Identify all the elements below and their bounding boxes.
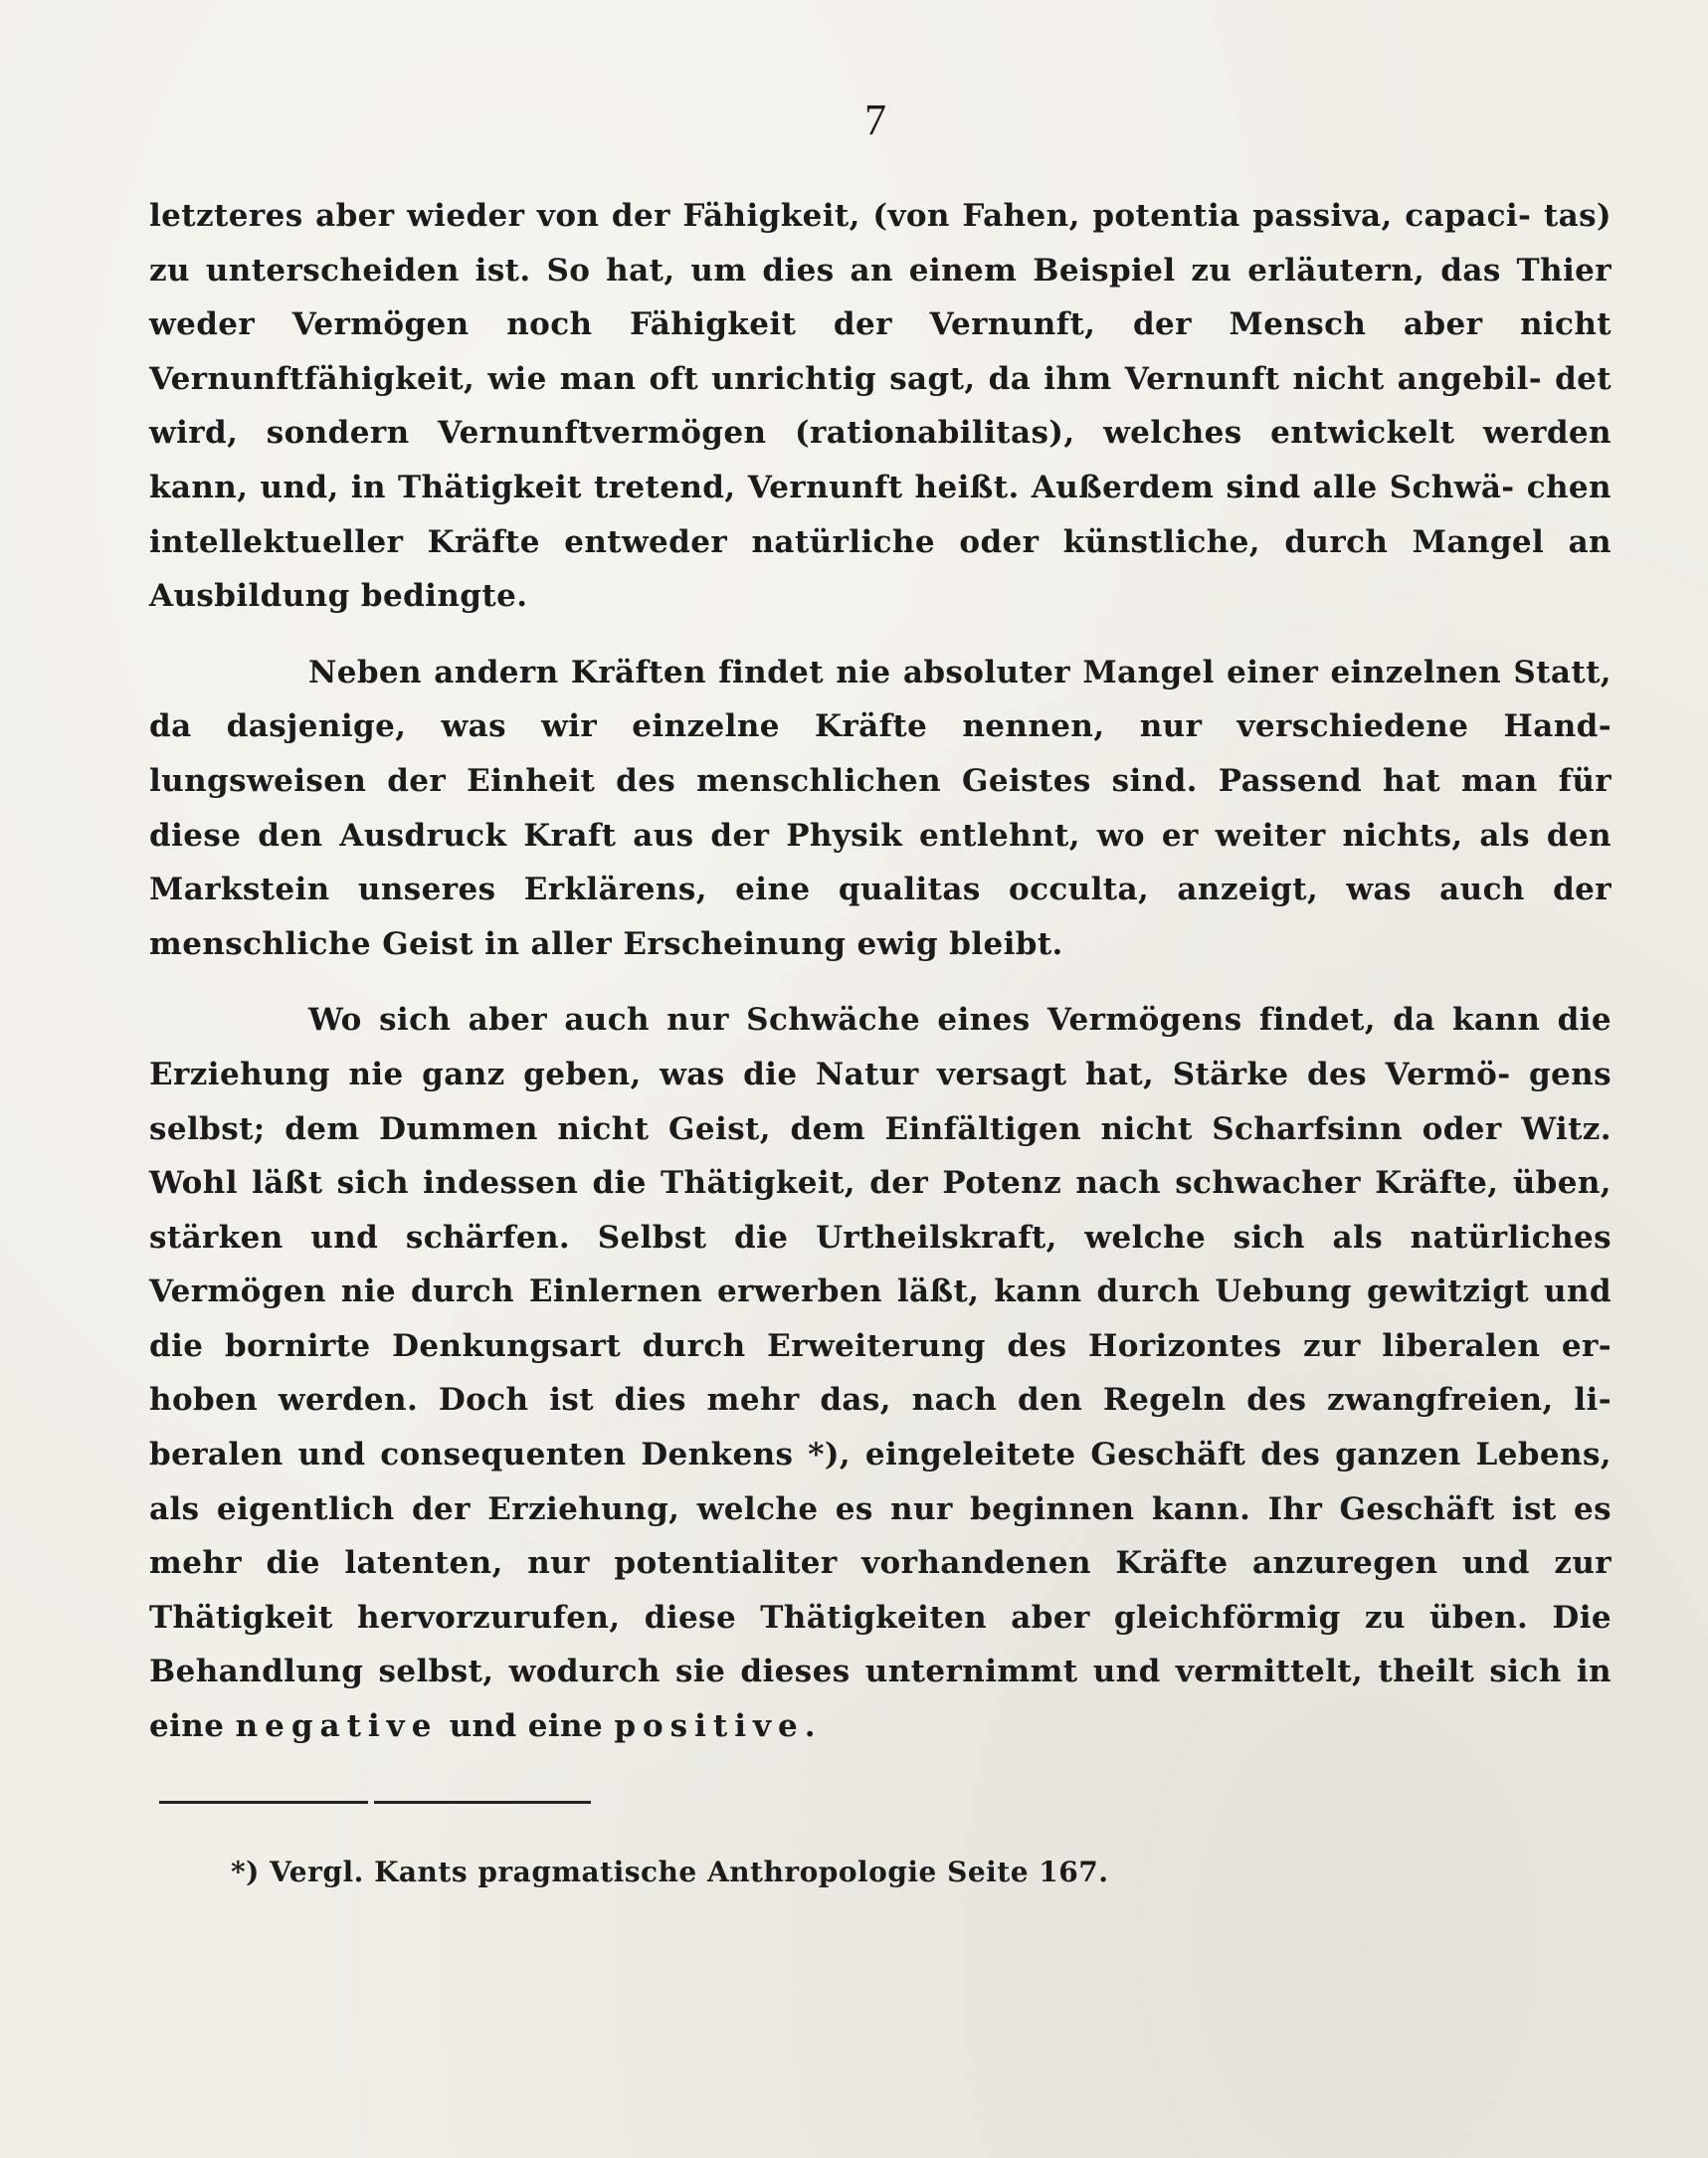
- text-line: die Erziehung nie ganz geben, was die Natur versagt hat, Stärke des Vermö-: [149, 1002, 1613, 1092]
- text-line: üben, stärken und schärfen. Selbst die Urtheilskraft, welche sich als natürliches: [149, 1165, 1612, 1256]
- text-line: als eigentlich der Erziehung, welche es nur beginnen kann. Ihr Geschäft ist: [149, 1490, 1557, 1527]
- page-number: 7: [864, 96, 886, 144]
- text-line: Wo sich aber auch nur Schwäche eines Vermögens findet, da kann: [308, 1002, 1541, 1039]
- body-text: [149, 189, 1612, 1754]
- footnote-rule-right: [374, 1801, 591, 1804]
- footnote-rule-left: [159, 1801, 368, 1804]
- text-line: Neben andern Kräften findet nie absoluter Mangel einer einzelnen: [308, 654, 1502, 690]
- text-line: gens selbst; dem Dummen nicht Geist, dem Einfältigen nicht Scharfsinn oder: [149, 1056, 1612, 1147]
- text-line: die bornirte Denkungsart durch Erweiterung des Horizontes zur liberalen er-: [149, 1327, 1612, 1364]
- spaced-word-negative: negative: [235, 1708, 439, 1745]
- footnote: *) Vergl. Kants pragmatische Anthropologie Seite 167.: [231, 1856, 1109, 1888]
- paragraph-3: [149, 993, 1612, 1753]
- text-line: Vermögen nie durch Einlernen erwerben läßt, kann durch Uebung gewitzigt und: [149, 1274, 1612, 1310]
- text-line: das Thier weder Vermögen noch Fähigkeit der Vernunft, der Mensch aber nicht: [149, 252, 1612, 343]
- text-line: kann, und, in Thätigkeit tretend, Vernunft heißt. Außerdem sind alle Schwä-: [149, 469, 1515, 505]
- text-line: chen intellektueller Kräfte entweder natürliche oder künstliche, durch Mangel an: [149, 469, 1612, 560]
- text-line: det wird, sondern Vernunftvermögen (rationabilitas), welches entwickelt werden: [149, 360, 1612, 452]
- text-fragment: eine: [149, 1708, 236, 1745]
- text-line: menschliche Geist in aller Erscheinung ewig bleibt.: [149, 925, 1063, 962]
- text-line: Behandlung selbst, wodurch sie dieses unternimmt und vermittelt, theilt sich in: [149, 1654, 1612, 1690]
- text-line: lungsweisen der Einheit des menschlichen Geistes sind. Passend hat man für: [149, 762, 1612, 799]
- paragraph-1: [149, 189, 1612, 624]
- text-line: diese den Ausdruck Kraft aus der Physik entlehnt, wo er weiter nichts, als: [149, 817, 1530, 854]
- text-fragment: .: [804, 1708, 816, 1745]
- text-line: den Markstein unseres Erklärens, eine qualitas occulta, anzeigt, was auch der: [149, 817, 1612, 908]
- text-line: Ausbildung bedingte.: [149, 578, 528, 615]
- text-fragment: und eine: [438, 1708, 615, 1745]
- text-line: hoben werden. Doch ist dies mehr das, nach den Regeln des zwangfreien, li-: [149, 1382, 1612, 1419]
- text-line: es mehr die latenten, nur potentialiter vorhandenen Kräfte anzuregen und zur: [149, 1490, 1612, 1582]
- text-line: Thätigkeit hervorzurufen, diese Thätigkeiten aber gleichförmig zu üben. Die: [149, 1599, 1612, 1636]
- text-line: beralen und consequenten Denkens *), eingeleitete Geschäft des ganzen Lebens,: [149, 1437, 1612, 1473]
- text-line: letzteres aber wieder von der Fähigkeit, (von Fahen, potentia passiva, capaci-: [149, 198, 1532, 234]
- spaced-word-positive: positive: [614, 1708, 805, 1745]
- text-line: Vernunftfähigkeit, wie man oft unrichtig sagt, da ihm Vernunft nicht angebil-: [149, 360, 1542, 397]
- text-line: Witz. Wohl läßt sich indessen die Thätigkeit, der Potenz nach schwacher Kräfte,: [149, 1110, 1612, 1202]
- paragraph-2: [149, 646, 1612, 972]
- text-line: tas) zu unterscheiden ist. So hat, um dies an einem Beispiel zu erläutern,: [149, 198, 1612, 289]
- text-line-last: [149, 1708, 816, 1744]
- text-line: Statt, da dasjenige, was wir einzelne Kräfte nennen, nur verschiedene Hand-: [149, 654, 1612, 745]
